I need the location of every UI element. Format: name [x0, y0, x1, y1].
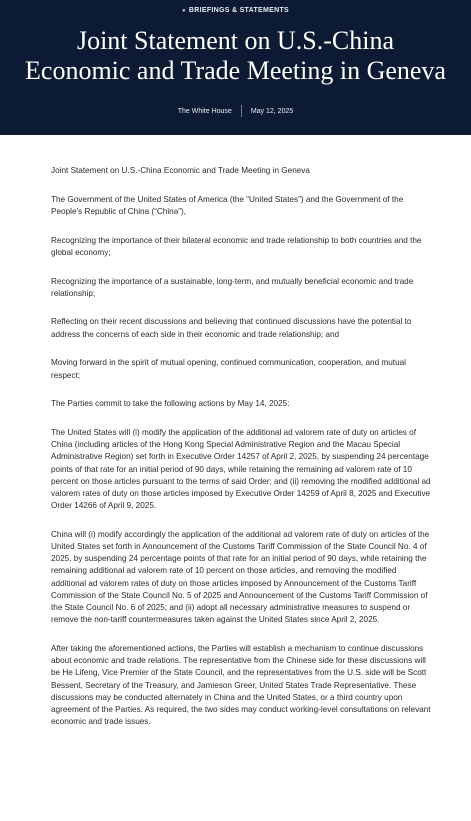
- article-paragraph: China will (i) modify accordingly the application of the additional ad valorem rate of duty on articles of the United States set forth in Announcement of the Customs Tariff Commission of the State Council No. 4 of 2025, by suspending 24 percentage points of that rate for an initial period of 90 days, while retaining the remaining additional ad valorem rate of 10 percent on those articles, and removing the modified additional ad valorem rates of duty on those articles imposed by Announcement of the Customs Tariff Commission of the State Council No. 5 of 2025 and Announcement of the Customs Tariff Commission of the State Council No. 6 of 2025; and (ii) adopt all necessary administrative measures to suspend or remove the non-tariff countermeasures taken against the United States since April 2, 2025.: [51, 529, 430, 625]
- breadcrumb-label[interactable]: BRIEFINGS & STATEMENTS: [188, 7, 289, 14]
- page-header: [0, 0, 471, 135]
- publish-date: May 12, 2025: [250, 107, 294, 115]
- page-title-line-2: Economic and Trade Meeting in Geneva: [25, 56, 446, 85]
- article-paragraph: The United States will (i) modify the application of the additional ad valorem rate of duty on articles of China (including articles of the Hong Kong Special Administrative Region and the Macau Special Administrative Region) set forth in Executive Order 14257 of April 2, 2025, by suspending 24 percentage points of that rate for an initial period of 90 days, while retaining the remaining ad valorem rate of 10 percent on those articles pursuant to the terms of said Order; and (ii) removing the modified additional ad valorem rates of duty on those articles imposed by Executive Order 14259 of April 8, 2025 and Executive Order 14266 of April 9, 2025.: [51, 427, 431, 511]
- article-meta: [0, 105, 471, 117]
- page-title-line-1: Joint Statement on U.S.-China: [76, 26, 395, 55]
- page-title: [20, 26, 451, 86]
- article-paragraph: Moving forward in the spirit of mutual opening, continued communication, cooperation, and mutual respect;: [51, 358, 406, 380]
- article-paragraph: Recognizing the importance of their bilateral economic and trade relationship to both countries and the global economy;: [51, 235, 422, 257]
- seal-icon: ●: [181, 8, 186, 14]
- article-paragraph: Recognizing the importance of a sustainable, long-term, and mutually beneficial economic and trade relationship;: [51, 276, 414, 298]
- article-paragraph: Joint Statement on U.S.-China Economic and Trade Meeting in Geneva: [51, 166, 310, 175]
- meta-divider: [241, 105, 242, 117]
- article-paragraph: The Government of the United States of America (the “United States”) and the Government of the People’s Republic of China (“China”),: [51, 194, 404, 216]
- article-paragraph: The Parties commit to take the following actions by May 14, 2025:: [51, 399, 290, 409]
- article-body: [51, 165, 433, 745]
- author-label[interactable]: The White House: [177, 107, 232, 115]
- article-paragraph: After taking the aforementioned actions, the Parties will establish a mechanism to continue discussions about economic and trade relations. The representative from the Chinese side for these discussions will be He Lifeng, Vice Premier of the State Council, and the representatives from the U.S. side will be Scott Bessent, Secretary of the Treasury, and Jamieson Greer, United States Trade Representative. These discussions may be conducted alternately in China and the United States, or a third country upon agreement of the Parties. As required, the two sides may conduct working-level consultations on relevant economic and trade issues.: [51, 643, 431, 727]
- article-paragraph: Reflecting on their recent discussions and believing that continued discussions have the potential to address the concerns of each side in their economic and trade relationship; and: [51, 317, 412, 339]
- breadcrumb[interactable]: [0, 7, 471, 14]
